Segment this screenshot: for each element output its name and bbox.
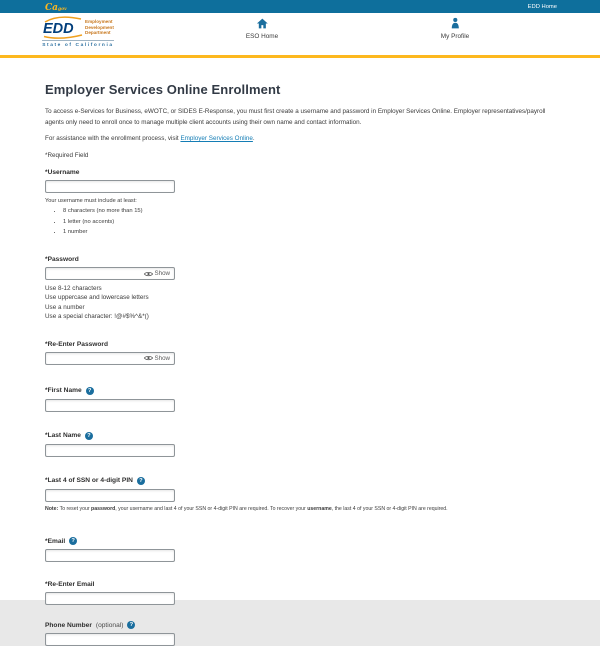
help-icon[interactable]: ?	[137, 477, 145, 485]
home-icon	[255, 17, 268, 30]
help-icon[interactable]: ?	[85, 432, 93, 440]
username-rule: • 1 number	[63, 229, 557, 235]
ssn-pin-group	[45, 477, 557, 513]
reenter-password-field	[45, 352, 175, 365]
help-icon[interactable]: ?	[127, 621, 135, 629]
password-rule: Use 8-12 characters	[45, 285, 102, 293]
edd-dept-line-2: Development	[85, 24, 114, 30]
password-input[interactable]	[46, 268, 142, 279]
main-content	[0, 82, 600, 646]
assistance-text: For assistance with the enrollment process, visit	[45, 135, 181, 143]
reenter-email-input[interactable]	[45, 592, 175, 605]
ssn-note-text: , the last 4 of your SSN or 4-digit PIN are required.	[331, 505, 448, 512]
edd-tagline: State of California	[42, 42, 114, 48]
reenter-password-label: *Re-Enter Password	[45, 340, 109, 348]
username-rule: • 1 letter (no accents)	[63, 219, 557, 225]
required-field-note: *Required Field	[45, 152, 89, 160]
edd-dept-lines	[85, 19, 114, 36]
password-label: *Password	[45, 256, 79, 264]
nav-my-profile[interactable]	[441, 17, 469, 40]
edd-dept-line-1: Employment	[85, 18, 113, 24]
password-rule: Use a number	[45, 303, 85, 311]
page-title: Employer Services Online Enrollment	[45, 82, 281, 97]
password-field	[45, 267, 175, 280]
intro-paragraph: To access e-Services for Business, eWOTC, or SIDES E-Response, you must first create a username and password in Employer Services Online. Employer representatives/payroll agents only need to enroll once to manage multiple client accounts using their own name and contact information.	[45, 108, 546, 127]
nav-my-profile-label: My Profile	[440, 33, 470, 40]
email-group	[45, 537, 557, 562]
phone-group	[45, 621, 557, 646]
username-label: *Username	[45, 169, 80, 177]
first-name-input[interactable]	[45, 399, 175, 412]
password-rule: Use uppercase and lowercase letters	[45, 294, 149, 302]
reenter-email-label: *Re-Enter Email	[45, 581, 95, 589]
password-show-button[interactable]	[142, 270, 174, 277]
edd-dept-line-3: Department	[85, 30, 111, 36]
gold-accent-rule	[0, 55, 600, 58]
edd-logo[interactable]	[42, 16, 114, 48]
assistance-paragraph	[45, 135, 557, 142]
nav-eso-home-label: ESO Home	[245, 33, 279, 40]
last-name-group	[45, 432, 557, 457]
reenter-email-group	[45, 581, 557, 605]
email-input[interactable]	[45, 549, 175, 562]
ca-gov-logo-ca: Ca	[45, 2, 58, 13]
password-rules	[45, 284, 557, 322]
ssn-note-bold: username	[307, 505, 332, 512]
username-group	[45, 169, 557, 235]
help-icon[interactable]: ?	[86, 387, 94, 395]
password-rule: Use a special character: !@#$%^&*()	[45, 313, 149, 321]
reenter-password-input[interactable]	[46, 353, 142, 364]
email-label	[45, 537, 557, 545]
reenter-password-group	[45, 341, 557, 365]
person-icon	[448, 17, 461, 30]
username-rules-list	[63, 208, 557, 235]
ssn-pin-note	[45, 506, 557, 513]
phone-optional-text: (optional)	[95, 621, 124, 629]
ssn-pin-label-text: *Last 4 of SSN or 4-digit PIN	[45, 477, 133, 485]
first-name-label	[45, 387, 557, 395]
eye-icon	[144, 271, 153, 277]
reenter-password-show-label: Show	[154, 354, 170, 362]
header	[0, 13, 600, 55]
utility-bar	[0, 0, 600, 13]
email-label-text: *Email	[45, 537, 66, 545]
username-input[interactable]	[45, 180, 175, 193]
username-rule: • 8 characters (no more than 15)	[63, 208, 557, 214]
employer-services-online-link[interactable]: Employer Services Online	[180, 135, 253, 143]
username-rules-intro: Your username must include at least:	[45, 198, 137, 205]
nav-eso-home[interactable]	[246, 17, 278, 40]
last-name-input[interactable]	[45, 444, 175, 457]
phone-input[interactable]	[45, 633, 175, 646]
assistance-period: .	[252, 135, 255, 143]
edd-acronym: EDD	[43, 21, 74, 37]
phone-label	[45, 621, 557, 629]
ssn-pin-input[interactable]	[45, 489, 175, 502]
eye-icon	[144, 355, 153, 361]
ssn-note-text: To reset your	[58, 505, 92, 512]
help-icon[interactable]: ?	[69, 537, 77, 545]
reenter-password-show-button[interactable]	[142, 355, 174, 362]
password-group	[45, 256, 557, 322]
edd-home-link[interactable]: EDD Home	[527, 3, 557, 10]
ssn-note-bold: password	[91, 505, 116, 512]
edd-acronym-swoosh	[42, 16, 83, 39]
first-name-group	[45, 387, 557, 412]
last-name-label	[45, 432, 557, 440]
first-name-label-text: *First Name	[45, 387, 82, 395]
ssn-note-bold: Note:	[45, 505, 59, 512]
ssn-note-text: , your username and last 4 of your SSN or 4-digit PIN are required. To recover your	[115, 505, 308, 512]
password-show-label: Show	[154, 270, 170, 278]
last-name-label-text: *Last Name	[45, 432, 81, 440]
ca-gov-logo-gov: gov	[58, 6, 67, 12]
ssn-pin-label	[45, 477, 557, 485]
phone-label-text: Phone Number	[45, 621, 92, 629]
